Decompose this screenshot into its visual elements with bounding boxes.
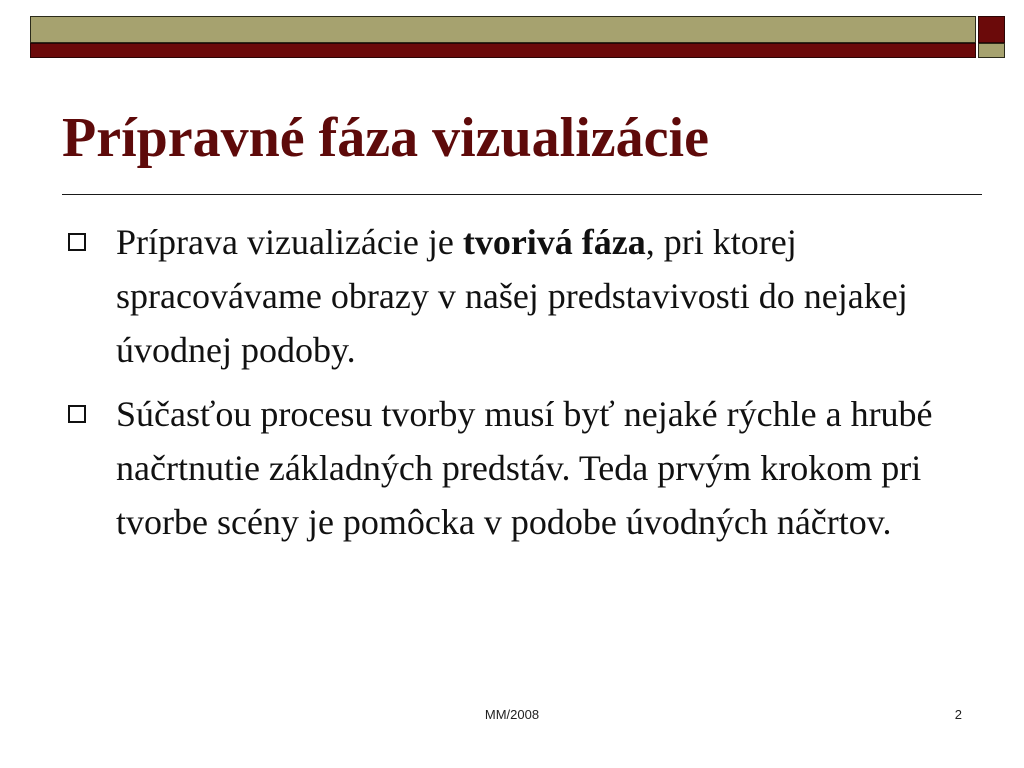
slide-title: Prípravné fáza vizualizácie bbox=[62, 107, 709, 169]
bullet-item bbox=[62, 215, 982, 377]
slide-page-number: 2 bbox=[954, 707, 962, 722]
bullet-text-bold-segment: tvorivá fáza bbox=[462, 222, 646, 262]
decorative-header-bars bbox=[0, 0, 1024, 62]
bullet-text-segment: Súčasťou procesu tvorby musí byť nejaké rýchle a hrubé načrtnutie základných predstáv. Teda prvým krokom pri tvorbe scény je pomôcka v podobe úvodných náčrtov. bbox=[116, 394, 933, 542]
bullet-text-segment: Príprava vizualizácie je bbox=[116, 222, 463, 262]
footer-label: MM/2008 bbox=[484, 707, 540, 722]
bullet-list bbox=[62, 215, 982, 559]
header-square-olive bbox=[978, 43, 1005, 58]
hollow-square-icon bbox=[68, 233, 86, 251]
header-square-dark-red bbox=[978, 16, 1005, 43]
bullet-text-segment: , pri ktorej spracovávame obrazy v našej predstavivosti do nejakej úvodnej podoby. bbox=[116, 222, 908, 370]
title-divider bbox=[62, 194, 982, 195]
header-bar-dark-red bbox=[30, 43, 976, 58]
bullet-item bbox=[62, 387, 982, 549]
header-bar-olive bbox=[30, 16, 976, 43]
hollow-square-icon bbox=[68, 405, 86, 423]
